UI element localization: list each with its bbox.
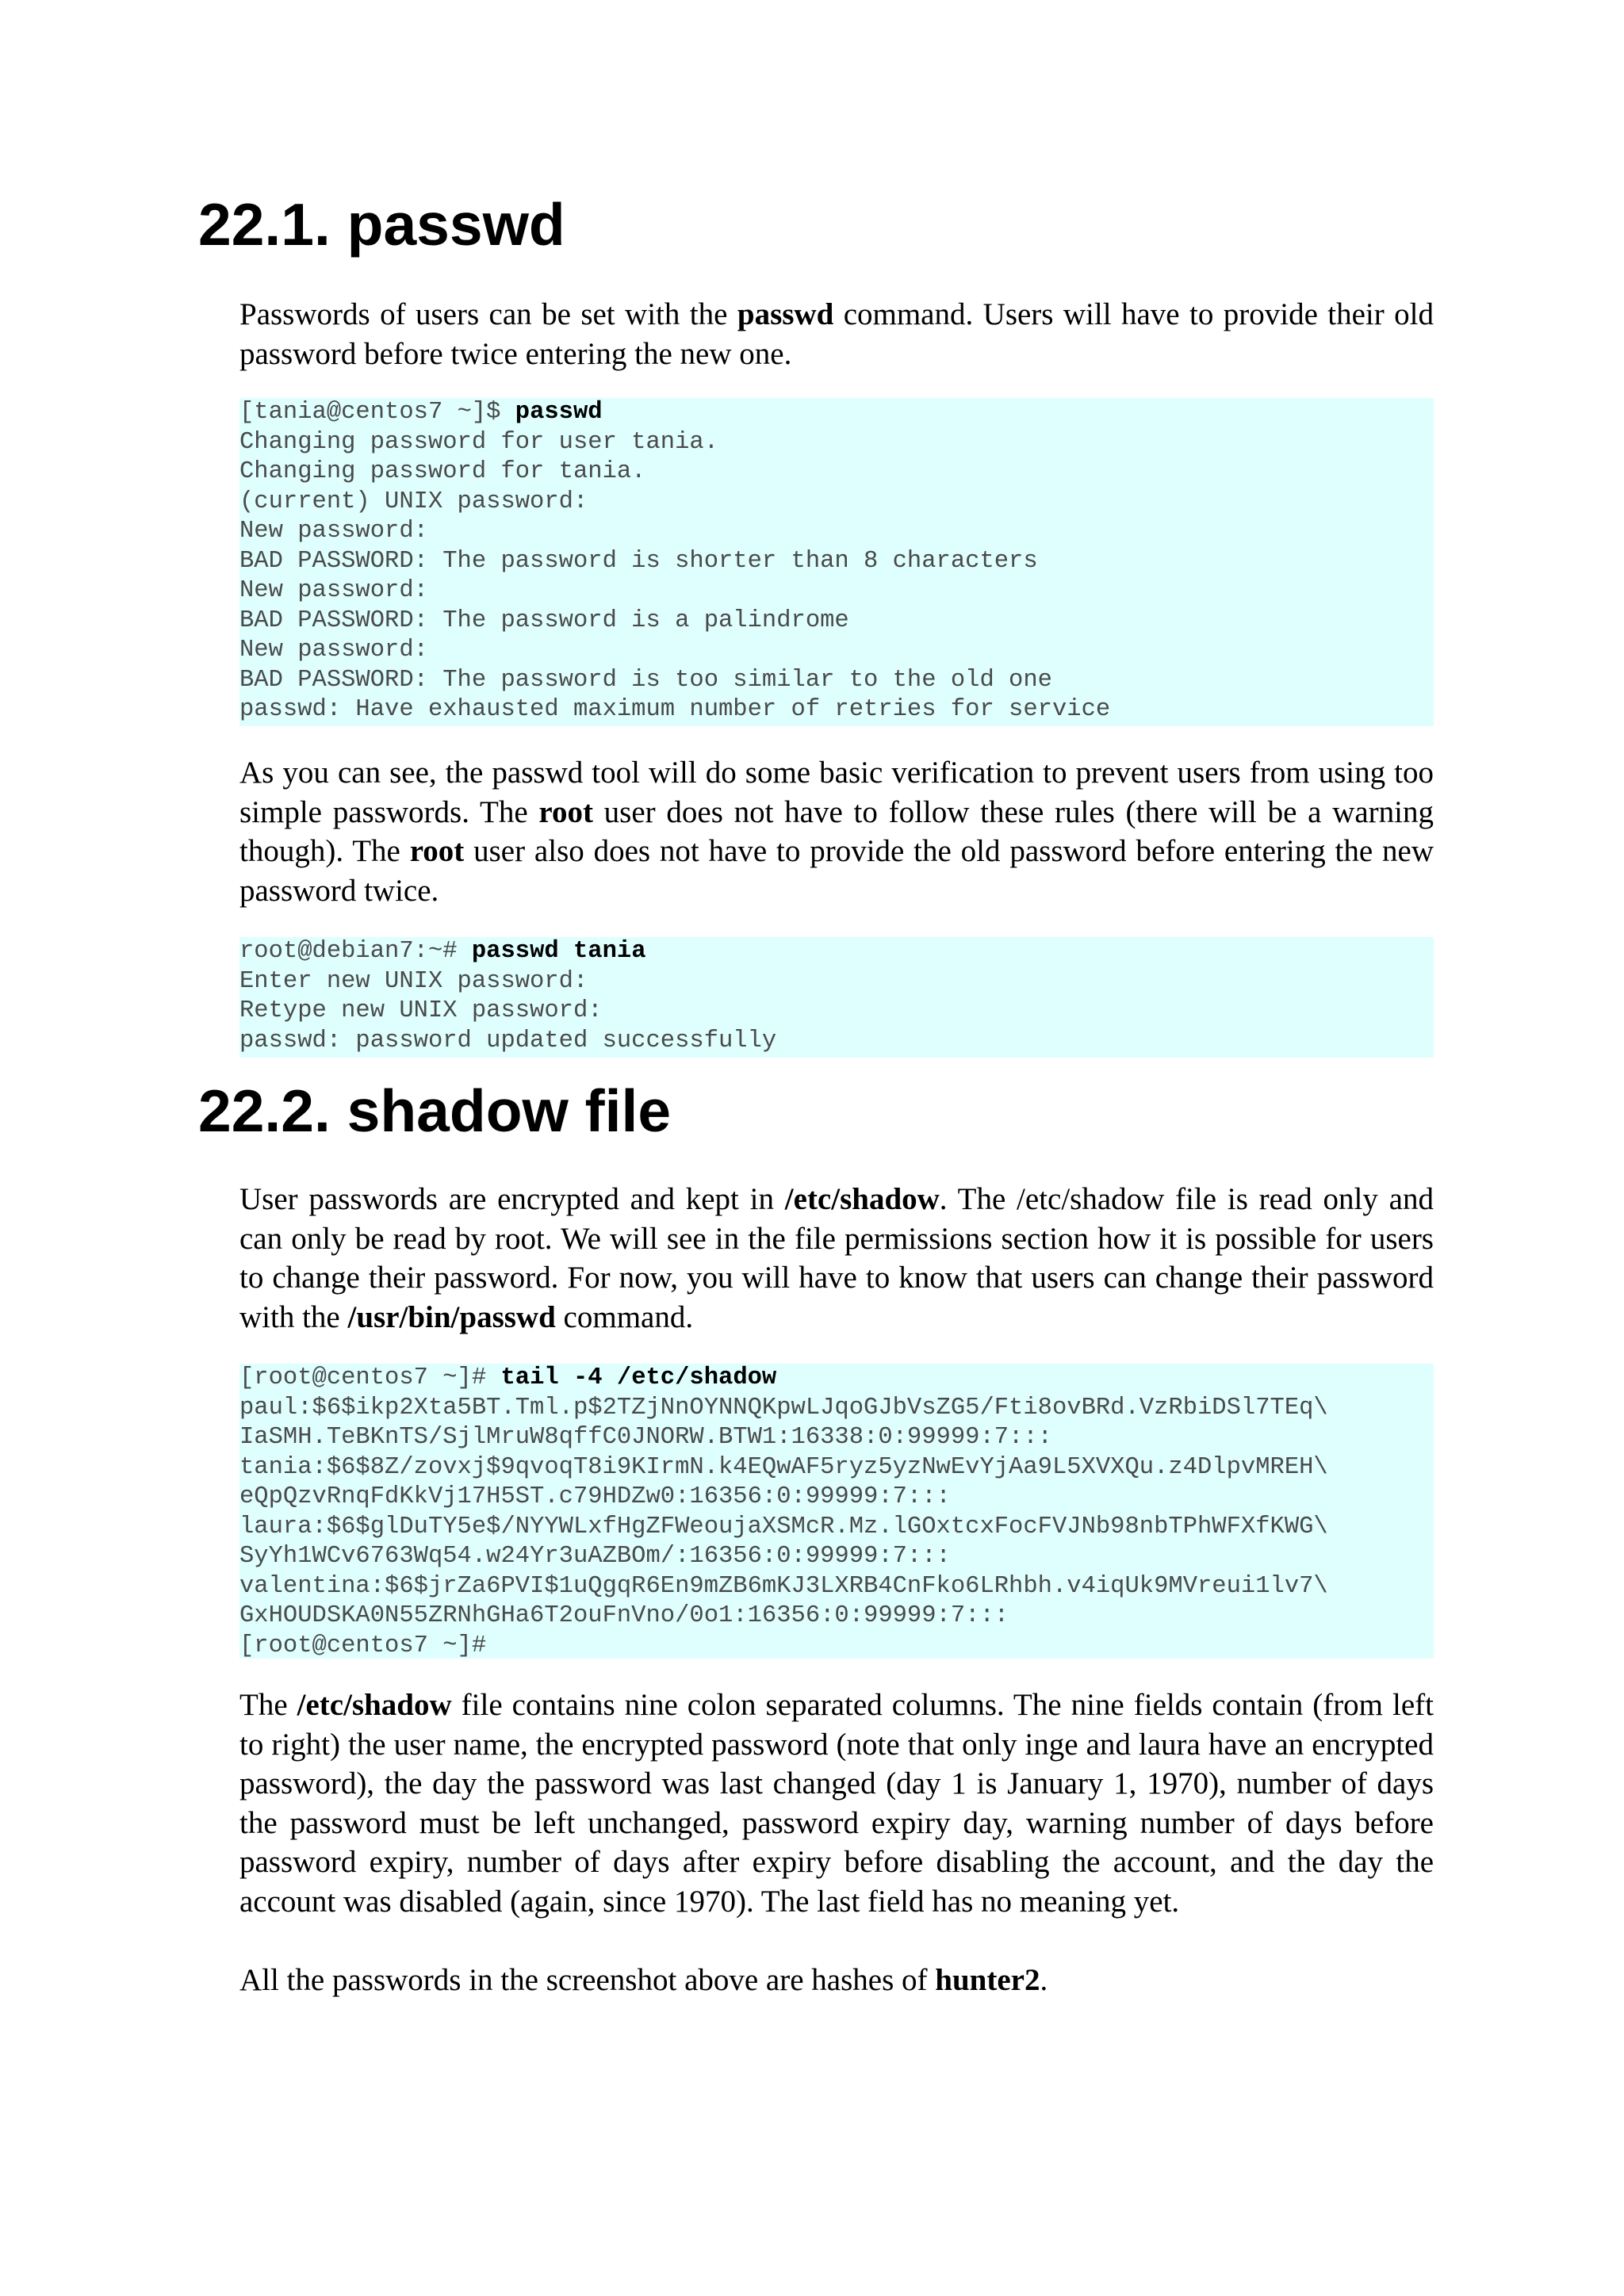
text-run: command.: [555, 1299, 694, 1334]
text-run: .: [1040, 1963, 1048, 1997]
text-run: . The /etc/shadow file is read only and can only be read by root. We will see in the file permissions section how it is possible for users to change their password. For now, you will have to know that users can change their password with the: [239, 1182, 1434, 1334]
bold-text-run: /usr/bin/passwd: [347, 1299, 556, 1334]
paragraph-passwd-verification: [239, 753, 1434, 910]
terminal-output-line: New password:: [239, 577, 428, 604]
text-run: command. Users will have to provide their old password before twice entering the new one.: [239, 297, 1434, 371]
terminal-output-line: passwd: password updated successfully: [239, 1027, 777, 1054]
bold-text-run: /etc/shadow: [297, 1688, 452, 1722]
terminal-output-line: tania:$6$8Z/zovxj$9qvoqT8i9KIrmN.k4EQwAF5ryz5yzNwEvYjAa9L5XVXQu.z4DlpvMREH\: [239, 1453, 1328, 1481]
terminal-screen-shadow: [239, 1364, 1434, 1659]
text-run: As you can see, the passwd tool will do some basic verification to prevent users from using too simple passwords. The: [239, 756, 1434, 829]
section-heading-shadow-file: 22.2. shadow file: [198, 1077, 672, 1144]
terminal-output-line: [root@centos7 ~]#: [239, 1632, 487, 1659]
terminal-output-line: Retype new UNIX password:: [239, 997, 603, 1024]
terminal-output-line: (current) UNIX password:: [239, 488, 588, 515]
terminal-output-line: laura:$6$glDuTY5e$/NYYWLxfHgZFWeoujaXSMcR.Mz.lGOxtcxFocFVJNb98nbTPhWFXfKWG\: [239, 1513, 1328, 1540]
bold-text-run: hunter2: [935, 1963, 1040, 1997]
text-run: All the passwords in the screenshot above are hashes of: [239, 1963, 936, 1997]
paragraph-shadow-columns: [239, 1686, 1434, 1921]
terminal-output-line: eQpQzvRnqFdKkVj17H5ST.c79HDZw0:16356:0:99999:7:::: [239, 1483, 951, 1510]
terminal-output-line: paul:$6$ikp2Xta5BT.Tml.p$2TZjNnOYNNQKpwLJqoGJbVsZG5/Fti8ovBRd.VzRbiDSl7TEq\: [239, 1394, 1328, 1422]
terminal-output-line: New password:: [239, 637, 428, 664]
terminal-command-line: [239, 937, 1434, 967]
terminal-output-line: BAD PASSWORD: The password is a palindrome: [239, 607, 849, 634]
text-run: user also does not have to provide the old password before entering the new password twice.: [239, 834, 1434, 908]
terminal-screen-root-passwd: [239, 937, 1434, 1058]
terminal-output-line: New password:: [239, 518, 428, 545]
text-run: The: [239, 1688, 297, 1722]
terminal-output-line: Changing password for user tania.: [239, 428, 718, 456]
terminal-prompt: [root@centos7 ~]#: [239, 1364, 501, 1391]
terminal-prompt: [tania@centos7 ~]$: [239, 399, 515, 426]
terminal-output-line: SyYh1WCv6763Wq54.w24Yr3uAZBOm/:16356:0:99999:7:::: [239, 1543, 951, 1570]
text-run: user does not have to follow these rules (there will be a warning though). The: [239, 794, 1434, 868]
text-run: Passwords of users can be set with the: [239, 297, 737, 331]
terminal-command-line: [239, 398, 1434, 428]
paragraph-passwd-intro: [239, 295, 1434, 373]
bold-text-run: root: [409, 834, 465, 868]
terminal-output-line: passwd: Have exhausted maximum number of retries for service: [239, 696, 1111, 723]
terminal-prompt: root@debian7:~#: [239, 938, 472, 965]
terminal-command: passwd tania: [471, 938, 646, 965]
terminal-command: passwd: [515, 399, 603, 426]
terminal-command-line: [239, 1364, 1434, 1394]
terminal-screen-passwd: [239, 398, 1434, 726]
terminal-output-line: Changing password for tania.: [239, 458, 646, 485]
terminal-output-line: BAD PASSWORD: The password is shorter than 8 characters: [239, 547, 1038, 575]
text-run: file contains nine colon separated columns. The nine fields contain (from left to right) the user name, the encrypted password (note that only inge and laura have an encrypted password), the day the password was last changed (day 1 is January 1, 1970), number of days the password must be left unchanged, password expiry day, warning number of days before password expiry, number of days after expiry before disabling the account, and the day the account was disabled (again, since 1970). The last field has no meaning yet.: [239, 1688, 1434, 1919]
terminal-output-line: Enter new UNIX password:: [239, 967, 588, 995]
terminal-output-line: BAD PASSWORD: The password is too similar to the old one: [239, 666, 1052, 694]
bold-text-run: root: [538, 794, 593, 829]
terminal-output-line: IaSMH.TeBKnTS/SjlMruW8qffC0JNORW.BTW1:16338:0:99999:7:::: [239, 1424, 1052, 1451]
paragraph-hunter2: [239, 1961, 1434, 2000]
bold-text-run: passwd: [737, 297, 834, 331]
terminal-output-line: GxHOUDSKA0N55ZRNhGHa6T2ouFnVno/0o1:16356:0:99999:7:::: [239, 1602, 1009, 1629]
text-run: User passwords are encrypted and kept in: [239, 1182, 785, 1216]
terminal-command: tail -4 /etc/shadow: [500, 1364, 777, 1391]
bold-text-run: /etc/shadow: [784, 1182, 940, 1216]
paragraph-shadow-intro: [239, 1180, 1434, 1337]
section-heading-passwd: 22.1. passwd: [198, 191, 565, 258]
terminal-output-line: valentina:$6$jrZa6PVI$1uQgqR6En9mZB6mKJ3LXRB4CnFko6LRhbh.v4iqUk9MVreui1lv7\: [239, 1572, 1328, 1600]
